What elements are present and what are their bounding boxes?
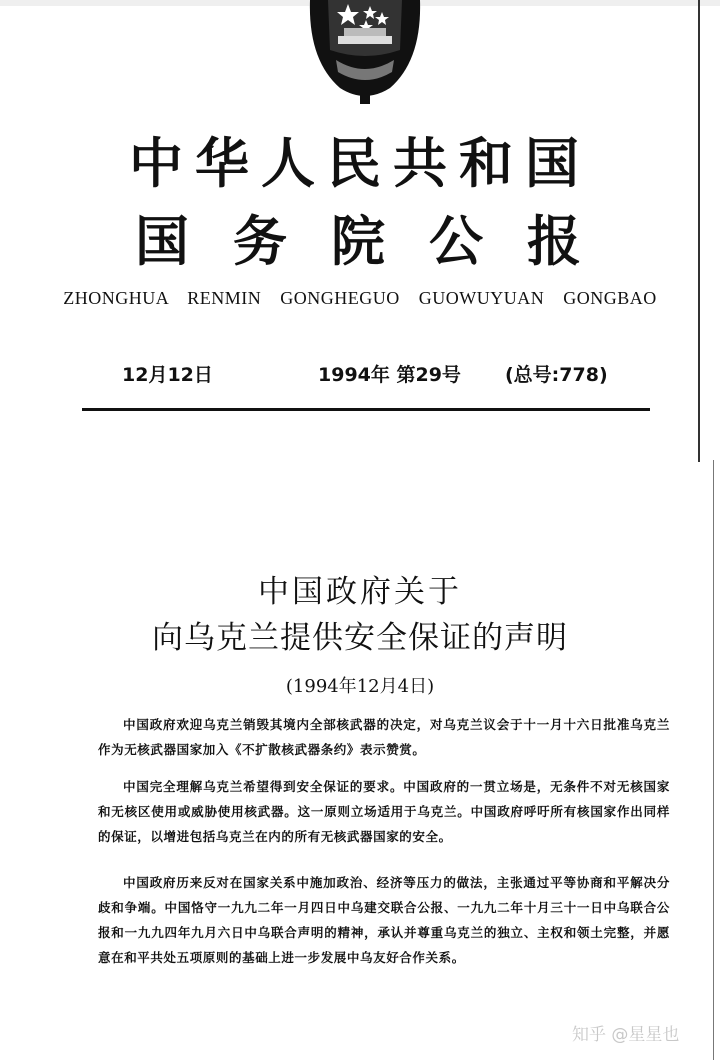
issue-total-number: (总号:778) [505,364,608,386]
issue-date: 12月12日 [122,364,213,386]
document-date: (1994年12月4日) [285,676,435,697]
body-paragraph: 中国政府欢迎乌克兰销毁其境内全部核武器的决定，对乌克兰议会于十一月十六日批准乌克兰作为无核武器国家加入《不扩散核武器条约》表示赞赏。 [98,717,670,757]
masthead-pinyin: ZHONGHUA RENMIN GONGHEGUO GUOWUYUAN GONGBAO [63,288,657,308]
issue-year-number: 1994年 第29号 [318,364,461,386]
masthead-title-line1: 中华人民共和国 [129,132,591,195]
body-paragraph: 中国政府历来反对在国家关系中施加政治、经济等压力的做法，主张通过平等协商和平解决分歧和争端。中国恪守一九九二年一月四日中乌建交联合公报、一九九二年十月三十一日中乌联合公报和一九九四年九月六日中乌联合声明的精神，承认并尊重乌克兰的独立、主权和领土完整，并愿意在和平共处五项原则的基础上进一步发展中乌友好合作关系。 [98,875,670,965]
body-paragraph: 中国完全理解乌克兰希望得到安全保证的要求。中国政府的一贯立场是，无条件不对无核国家和无核区使用或威胁使用核武器。这一原则立场适用于乌克兰。中国政府呼吁所有核国家作出同样的保证，以增进包括乌克兰在内的所有无核武器国家的安全。 [98,779,670,844]
national-emblem-icon [300,0,430,108]
masthead-title-line2: 国务院公报 [135,210,625,273]
document-title-line2: 向乌克兰提供安全保证的声明 [152,620,568,656]
header-divider [82,408,650,411]
document-title-line1: 中国政府关于 [258,574,462,610]
page-right-shadow [713,460,714,1060]
source-watermark: 知乎 @星星也 [572,1025,680,1045]
